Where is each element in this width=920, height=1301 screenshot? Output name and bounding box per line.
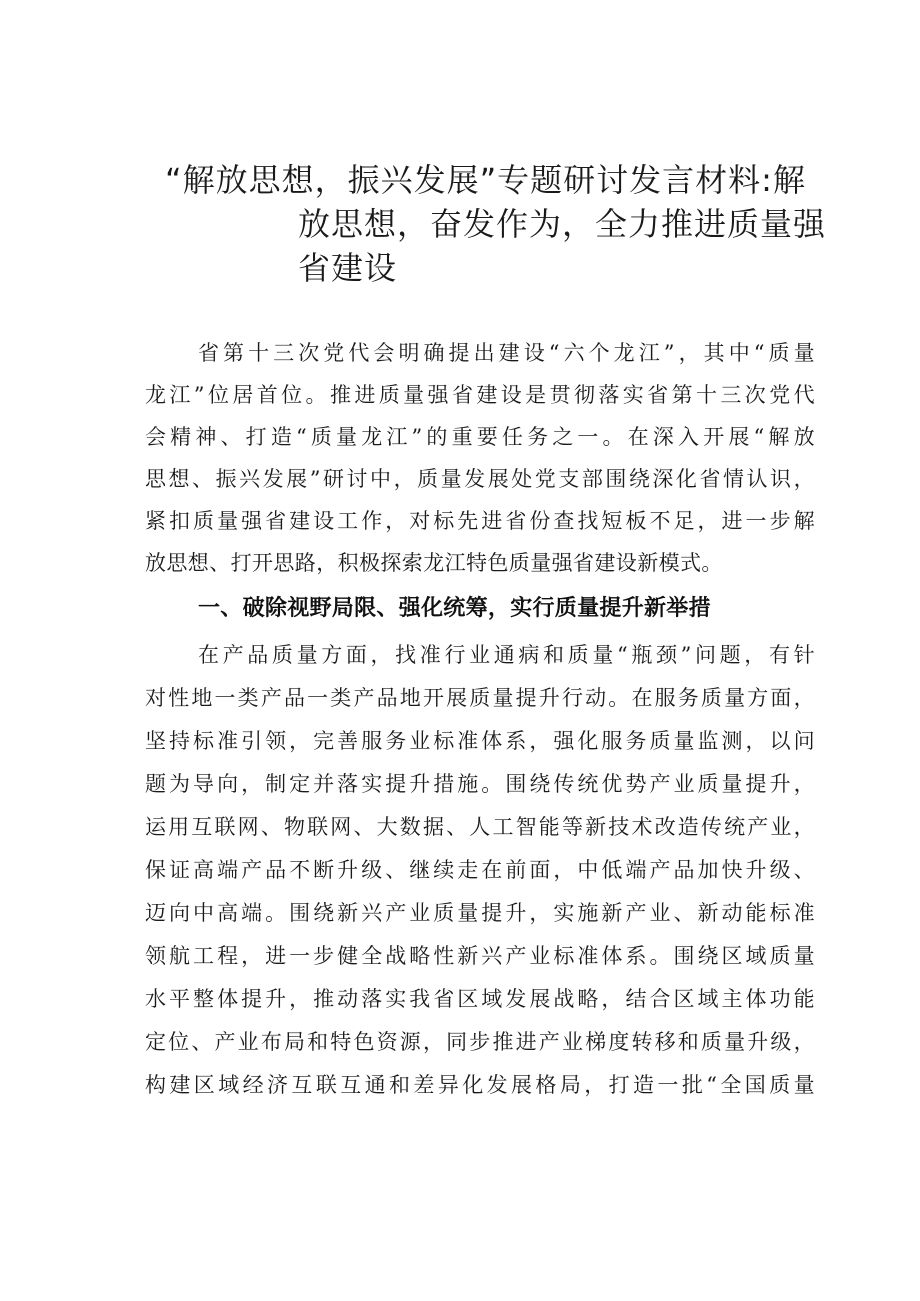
paragraph-line: 坚持标准引领，完善服务业标准体系，强化服务质量监测，以问 (145, 729, 815, 753)
paragraph-line: 题为导向，制定并落实提升措施。围绕传统优势产业质量提升， (145, 772, 815, 796)
paragraph-line: 运用互联网、物联网、大数据、人工智能等新技术改造传统产业， (145, 815, 815, 839)
section-heading: 一、破除视野局限、强化统筹，实行质量提升新举措 (198, 596, 711, 621)
document-title-line-2: 放思想，奋发作为，全力推进质量强 (298, 205, 827, 243)
paragraph-line: 放思想、打开思路，积极探索龙江特色质量强省建设新模式。 (145, 551, 723, 575)
paragraph-line: 紧扣质量强省建设工作，对标先进省份查找短板不足，进一步解 (145, 509, 815, 533)
paragraph-line: 构建区域经济互联互通和差异化发展格局，打造一批“全国质量 (145, 1073, 815, 1097)
paragraph-line: 保证高端产品不断升级、继续走在前面，中低端产品加快升级、 (145, 858, 815, 882)
document-title-line-1: “解放思想，振兴发展”专题研讨发言材料:解 (165, 161, 806, 199)
paragraph-line: 省第十三次党代会明确提出建设“六个龙江”，其中“质量 (198, 341, 815, 365)
paragraph-line: 思想、振兴发展”研讨中，质量发展处党支部围绕深化省情认识， (145, 467, 815, 491)
paragraph-line: 龙江”位居首位。推进质量强省建设是贯彻落实省第十三次党代 (145, 383, 815, 407)
paragraph-line: 迈向中高端。围绕新兴产业质量提升，实施新产业、新动能标准 (145, 901, 815, 925)
paragraph-line: 领航工程，进一步健全战略性新兴产业标准体系。围绕区域质量 (145, 944, 815, 968)
paragraph-line: 会精神、打造“质量龙江”的重要任务之一。在深入开展“解放 (145, 425, 815, 449)
paragraph-line: 在产品质量方面，找准行业通病和质量“瓶颈”问题，有针 (198, 643, 815, 667)
paragraph-line: 对性地一类产品一类产品地开展质量提升行动。在服务质量方面， (145, 686, 815, 710)
paragraph-line: 水平整体提升，推动落实我省区域发展战略，结合区域主体功能 (145, 987, 815, 1011)
paragraph-line: 定位、产业布局和特色资源，同步推进产业梯度转移和质量升级， (145, 1030, 815, 1054)
document-title-line-3: 省建设 (298, 249, 398, 287)
